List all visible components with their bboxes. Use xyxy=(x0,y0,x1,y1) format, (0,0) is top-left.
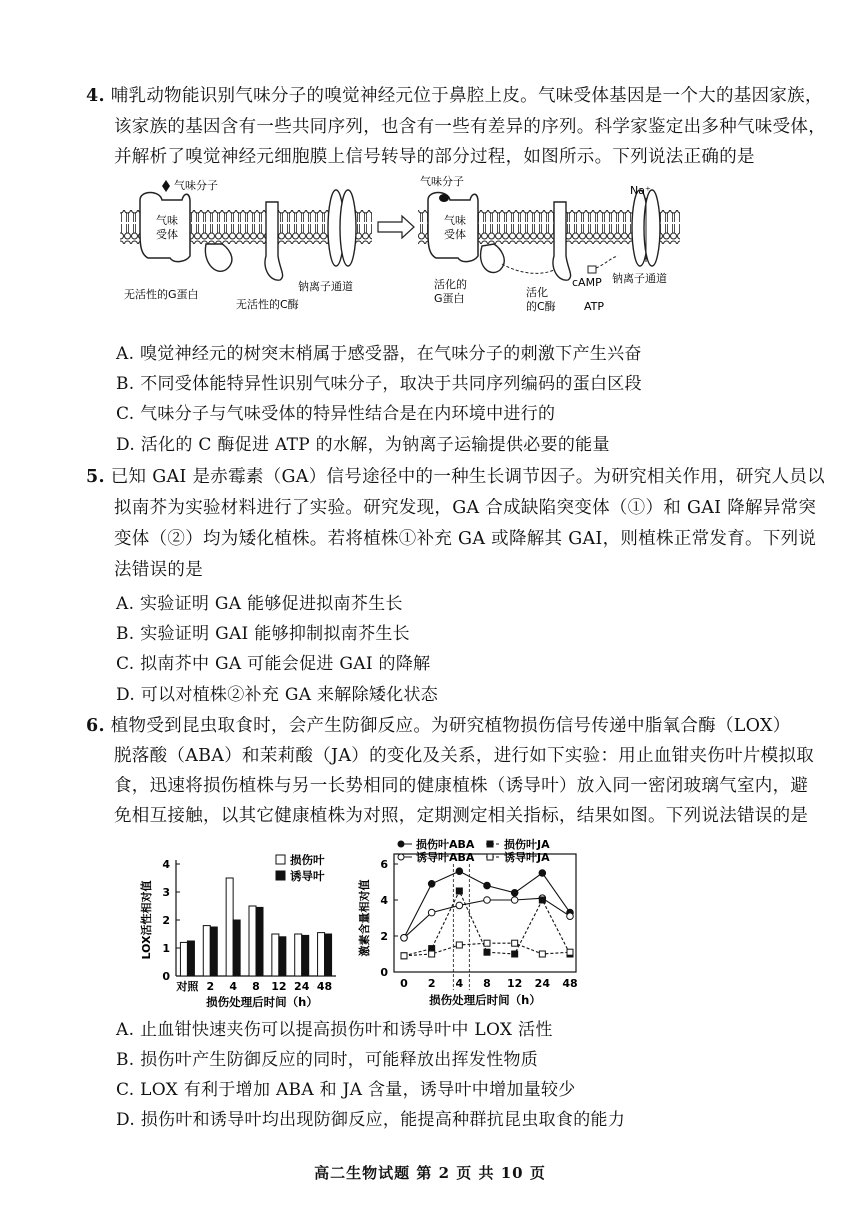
q6-line-2: 脱落酸（ABA）和茉莉酸（JA）的变化及关系，进行如下实验：用止血钳夹伤叶片模拟取 xyxy=(114,746,815,766)
q5-option-c: C. 拟南芥中 GA 可能会促进 GAI 的降解 xyxy=(116,654,431,674)
q6-option-a: A. 止血钳快速夹伤可以提高损伤叶和诱导叶中 LOX 活性 xyxy=(116,1020,553,1040)
line-point xyxy=(428,881,435,888)
hormone-line-chart xyxy=(356,836,588,1010)
bar-y-tick-label: 0 xyxy=(162,970,170,983)
bar-x-tick-label: 对照 xyxy=(176,980,199,993)
line-point xyxy=(484,882,491,889)
q4-line-1 xyxy=(86,82,823,107)
bar-y-tick-label: 2 xyxy=(162,914,170,927)
bar-x-tick-label: 2 xyxy=(206,980,215,993)
right-cenzyme-label-2: 的C酶 xyxy=(526,300,556,313)
bar-induced xyxy=(187,941,194,976)
bar-induced xyxy=(233,920,240,976)
bar-legend-label: 诱导叶 xyxy=(290,869,325,883)
q4-option-d: D. 活化的 C 酶促进 ATP 的水解，为钠离子运输提供必要的能量 xyxy=(116,435,610,455)
line-legend-label: 诱导叶JA xyxy=(504,851,550,864)
line-x-tick-label: 4 xyxy=(455,977,464,990)
line-y-tick-label: 6 xyxy=(380,858,388,871)
line-point xyxy=(539,897,545,903)
q4-option-a: A. 嗅觉神经元的树突末梢属于感受器，在气味分子的刺激下产生兴奋 xyxy=(116,344,642,364)
line-series-0 xyxy=(404,871,570,938)
left-gprotein xyxy=(205,244,232,271)
bar-legend-label: 损伤叶 xyxy=(290,853,325,867)
q5-number: 5. xyxy=(86,467,105,487)
bar-y-label: LOX活性相对值 xyxy=(140,880,153,960)
line-x-tick-label: 0 xyxy=(400,977,408,990)
line-point xyxy=(456,868,463,875)
line-x-tick-label: 24 xyxy=(534,977,550,990)
line-point xyxy=(484,940,490,946)
line-legend-marker xyxy=(487,841,493,847)
line-legend-marker xyxy=(487,854,493,860)
bar-x-tick-label: 12 xyxy=(271,980,287,993)
line-y-tick-label: 0 xyxy=(380,966,388,979)
line-legend-marker xyxy=(398,841,404,847)
line-series-1 xyxy=(404,898,570,938)
line-point xyxy=(456,888,462,894)
q6-line-1 xyxy=(86,712,791,737)
q6-option-b: B. 损伤叶产生防御反应的同时，可能释放出挥发性物质 xyxy=(116,1050,539,1070)
right-receptor-label-2: 受体 xyxy=(444,228,466,241)
bar-induced xyxy=(325,934,332,976)
bar-legend-swatch xyxy=(276,871,285,880)
line-y-tick-label: 2 xyxy=(380,930,388,943)
line-point xyxy=(456,902,463,909)
bar-induced xyxy=(256,907,263,976)
line-point xyxy=(567,949,573,955)
bar-y-tick-label: 1 xyxy=(162,942,170,955)
q6-line-3: 食，迅速将损伤植株与另一长势相同的健康植株（诱导叶）放入同一密闭玻璃气室内，避 xyxy=(114,776,809,796)
line-legend-label: 损伤叶JA xyxy=(504,838,550,851)
bar-induced xyxy=(279,937,286,976)
bar-x-label: 损伤处理后时间（h） xyxy=(206,995,318,1009)
left-channel-label: 钠离子通道 xyxy=(298,280,353,293)
bar-induced xyxy=(302,935,309,976)
q5-line-1 xyxy=(86,463,825,488)
bar-induced xyxy=(210,927,217,976)
bar-injured xyxy=(180,942,187,976)
q5-line-4: 法错误的是 xyxy=(114,560,203,580)
line-point xyxy=(456,942,462,948)
q4-option-c: C. 气味分子与气味受体的特异性结合是在内环境中进行的 xyxy=(116,404,556,424)
transition-arrow xyxy=(378,216,414,238)
line-point xyxy=(429,951,435,957)
q5-option-a: A. 实验证明 GA 能够促进拟南芥生长 xyxy=(116,594,403,614)
olfactory-membrane-figure xyxy=(110,172,690,330)
right-gprotein-label-1: 活化的 xyxy=(434,278,467,291)
q4-option-b: B. 不同受体能特异性识别气味分子，取决于共同序列编码的蛋白区段 xyxy=(116,374,642,394)
q5-option-d: D. 可以对植株②补充 GA 来解除矮化状态 xyxy=(116,685,439,705)
line-legend-label: 损伤叶ABA xyxy=(416,838,475,851)
bar-x-tick-label: 8 xyxy=(252,980,260,993)
q4-text-1: 哺乳动物能识别气味分子的嗅觉神经元位于鼻腔上皮。气味受体基因是一个大的基因家族， xyxy=(110,86,823,106)
bar-injured xyxy=(203,926,210,976)
left-gprotein-label: 无活性的G蛋白 xyxy=(124,288,199,301)
line-point xyxy=(484,949,490,955)
line-point xyxy=(511,890,518,897)
line-point xyxy=(511,897,518,904)
lox-bar-chart xyxy=(140,842,380,1010)
q5-line-2: 拟南芥为实验材料进行了实验。研究发现，GA 合成缺陷突变体（①）和 GAI 降解异常突 xyxy=(114,498,817,518)
right-odorant-label: 气味分子 xyxy=(420,175,464,188)
bar-legend-swatch xyxy=(276,855,285,864)
q4-line-3: 并解析了嗅觉神经元细胞膜上信号转导的部分过程，如图所示。下列说法正确的是 xyxy=(114,147,755,167)
bar-injured xyxy=(295,934,302,976)
page-footer: 高二生物试题 第 2 页 共 10 页 xyxy=(314,1164,546,1182)
right-camp-label: cAMP xyxy=(572,276,602,289)
q4-line-2: 该家族的基因含有一些共同序列，也含有一些有差异的序列。科学家鉴定出多种气味受体， xyxy=(114,117,826,137)
bar-injured xyxy=(249,906,256,976)
q6-option-d: D. 损伤叶和诱导叶均出现防御反应，能提高种群抗昆虫取食的能力 xyxy=(116,1110,626,1130)
right-cenzyme-label-1: 活化 xyxy=(526,286,548,299)
line-point xyxy=(539,870,546,877)
line-point xyxy=(512,940,518,946)
left-receptor-label-1: 气味 xyxy=(156,214,178,227)
line-x-label: 损伤处理后时间（h） xyxy=(429,993,541,1007)
line-y-label: 激素含量相对值 xyxy=(358,879,371,957)
line-x-tick-label: 48 xyxy=(562,977,578,990)
q5-option-b: B. 实验证明 GAI 能够抑制拟南芥生长 xyxy=(116,624,410,644)
left-odorant-label: 气味分子 xyxy=(174,179,218,192)
q6-text-1: 植物受到昆虫取食时，会产生防御反应。为研究植物损伤信号传递中脂氧合酶（LOX） xyxy=(110,716,791,736)
q6-number: 6. xyxy=(86,716,105,736)
bar-injured xyxy=(272,934,279,976)
right-atp-label: ATP xyxy=(584,300,605,313)
line-point xyxy=(567,913,574,920)
line-x-tick-label: 2 xyxy=(427,977,436,990)
bar-y-tick-label: 4 xyxy=(162,858,170,871)
right-gprotein xyxy=(481,244,505,273)
q6-line-4: 免相互接触，以其它健康植株为对照，定期测定相关指标，结果如图。下列说法错误的是 xyxy=(114,806,809,826)
q4-number: 4. xyxy=(86,86,105,106)
right-receptor-label-1: 气味 xyxy=(444,214,466,227)
line-point xyxy=(401,935,408,942)
left-receptor-label-2: 受体 xyxy=(156,228,178,241)
right-na-label: Na⁺ xyxy=(630,184,651,197)
line-x-tick-label: 8 xyxy=(483,977,491,990)
line-point xyxy=(512,951,518,957)
right-channel-label: 钠离子通道 xyxy=(612,272,667,285)
bar-y-tick-label: 3 xyxy=(162,886,170,899)
line-legend-label: 诱导叶ABA xyxy=(416,851,475,864)
q5-text-1: 已知 GAI 是赤霉素（GA）信号途径中的一种生长调节因子。为研究相关作用，研究人员以 xyxy=(110,467,825,487)
q5-line-3: 变体（②）均为矮化植株。若将植株①补充 GA 或降解其 GAI，则植株正常发育。下列说 xyxy=(114,529,817,549)
right-gprotein-label-2: G蛋白 xyxy=(434,292,465,305)
q6-option-c: C. LOX 有利于增加 ABA 和 JA 含量，诱导叶中增加量较少 xyxy=(116,1080,576,1100)
bar-injured xyxy=(318,933,325,976)
line-point xyxy=(428,909,435,916)
bar-x-tick-label: 48 xyxy=(316,980,333,993)
line-point xyxy=(539,951,545,957)
line-point xyxy=(401,953,407,959)
line-y-tick-label: 4 xyxy=(380,894,388,907)
line-point xyxy=(484,897,491,904)
line-legend-marker xyxy=(398,854,404,860)
bar-x-tick-label: 4 xyxy=(229,980,237,993)
line-x-tick-label: 12 xyxy=(507,977,523,990)
left-cenzyme-label: 无活性的C酶 xyxy=(236,298,299,311)
bar-x-tick-label: 24 xyxy=(294,980,310,993)
bar-injured xyxy=(226,878,233,976)
